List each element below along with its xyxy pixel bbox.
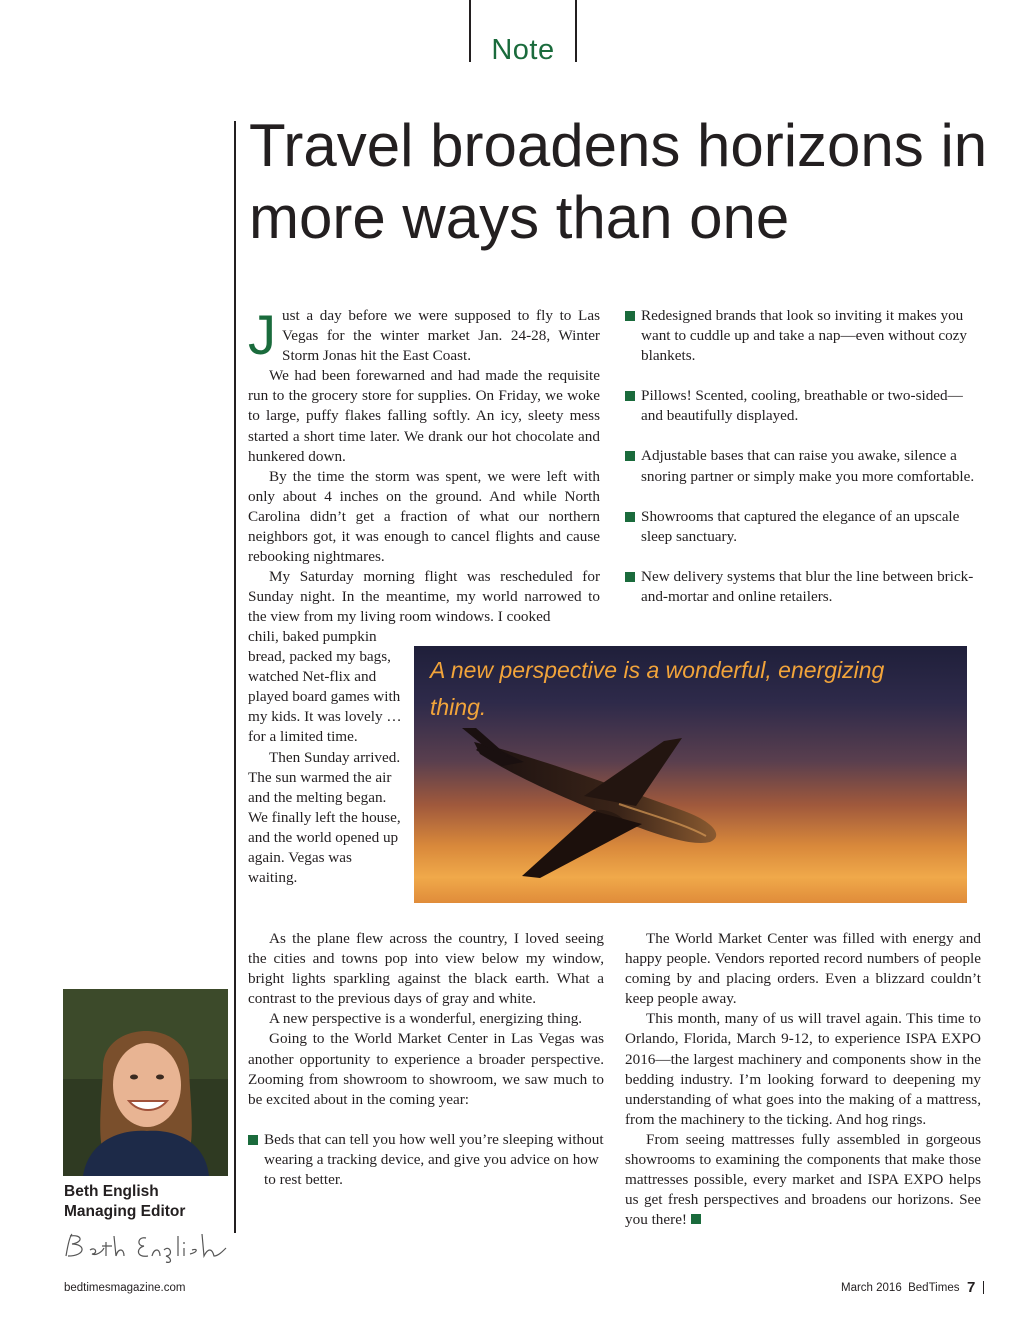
- article-paragraph: Just a day before we were supposed to fly to Las Vegas for the winter market Jan. 24-28, Winter Storm Jonas hit the East Coast.: [248, 303, 600, 366]
- page-number: 7: [967, 1279, 976, 1296]
- article-paragraph: From seeing mattresses fully assembled in gorgeous showrooms to examining the components that make those mattresses possible, every market and ISPA EXPO helps us get fresh perspectives and broadens our horizons. See you there!: [625, 1130, 981, 1229]
- bullet-square-icon: [625, 391, 635, 401]
- bullet-square-icon: [625, 451, 635, 461]
- bullet-item: New delivery systems that blur the line between brick-and-mortar and online retailers.: [625, 567, 981, 607]
- article-paragraph: We had been forewarned and had made the requisite run to the grocery store for supplies. On Friday, we woke to large, puffy flakes falling softly. An icy, sleety mess started a short time later. We drank our hot chocolate and hunkered down.: [248, 367, 600, 465]
- plane-sunset-image: [414, 646, 967, 903]
- section-rule-right: [575, 0, 577, 62]
- bullet-square-icon: [248, 1135, 258, 1145]
- article-paragraph: Then Sunday arrived. The sun warmed the air and the melting began. We finally left the house, and the world opened up again. Vegas was waiting.: [248, 748, 401, 887]
- article-paragraph: The World Market Center was filled with energy and happy people. Vendors reported record numbers of people coming by and placing orders. Even a blizzard couldn’t keep people away.: [625, 930, 981, 1008]
- article-paragraph: chili, baked pumpkin bread, packed my bags, watched Net-flix and played board games with my kids. It was lovely … for a limited time.: [248, 628, 402, 746]
- bullet-square-icon: [625, 572, 635, 582]
- article-column-left-top: [248, 303, 600, 628]
- bullet-item: Redesigned brands that look so inviting it makes you want to cuddle up and take a nap—even without cozy blankets.: [625, 306, 981, 366]
- pull-quote: A new perspective is a wonderful, energizing thing.: [430, 657, 885, 720]
- end-mark-icon: [691, 1214, 701, 1224]
- drop-cap: J: [248, 303, 276, 366]
- article-paragraph: By the time the storm was spent, we were left with only about 4 inches on the ground. And while North Carolina didn’t get a fraction of what our northern neighbors got, it was enough to cancel flights and cause rebooking nightmares.: [248, 467, 600, 566]
- headline-rule: [234, 121, 236, 1233]
- section-label: Note: [491, 34, 555, 66]
- footer-rule: [983, 1281, 984, 1294]
- article-paragraph: As the plane flew across the country, I loved seeing the cities and towns pop into view below my window, bright lights sparkling against the black earth. What a contrast to the previous days of gray and white.: [248, 930, 604, 1008]
- bullet-item: Adjustable bases that can raise you awake, silence a snoring partner or simply make you more comfortable.: [625, 446, 981, 486]
- article-paragraph: A new perspective is a wonderful, energizing thing.: [269, 1010, 583, 1028]
- bullet-item: Pillows! Scented, cooling, breathable or two-sided—and beautifully displayed.: [625, 386, 981, 426]
- article-column-right-top: [625, 306, 981, 627]
- signature-icon: [62, 1230, 232, 1264]
- bullet-item: Showrooms that captured the elegance of an upscale sleep sanctuary.: [625, 507, 981, 547]
- article-paragraph: My Saturday morning flight was rescheduled for Sunday night. In the meantime, my world narrowed to the view from my living room windows. I cooked: [248, 568, 600, 626]
- footer-issue: March 2016 BedTimes: [841, 1282, 960, 1294]
- footer-url: bedtimesmagazine.com: [64, 1282, 186, 1294]
- bullet-square-icon: [625, 512, 635, 522]
- bullet-item: Beds that can tell you how well you’re sleeping without wearing a tracking device, and give you advice on how to rest better.: [248, 1130, 604, 1190]
- author-name: Beth English: [64, 1183, 159, 1200]
- author-title: Managing Editor: [64, 1203, 186, 1220]
- page-title: Travel broadens horizons in more ways than one: [249, 112, 988, 251]
- article-column-left-narrow: [248, 627, 404, 888]
- article-paragraph: This month, many of us will travel again. This time to Orlando, Florida, March 9-12, to experience ISPA EXPO 2016—the largest machinery and components show in the bedding industry. I’m looking forward to deepening my understanding of what goes into the making of a mattress, from the machinery to the ticking. And hog rings.: [625, 1010, 981, 1128]
- article-column-left-bottom: [248, 929, 604, 1210]
- bullet-square-icon: [625, 311, 635, 321]
- article-column-right-bottom: [625, 929, 981, 1230]
- article-paragraph: Going to the World Market Center in Las Vegas was another opportunity to experience a broader perspective. Zooming from showroom to showroom, we saw much to be excited about in the coming year:: [248, 1030, 604, 1108]
- author-portrait: [63, 989, 228, 1176]
